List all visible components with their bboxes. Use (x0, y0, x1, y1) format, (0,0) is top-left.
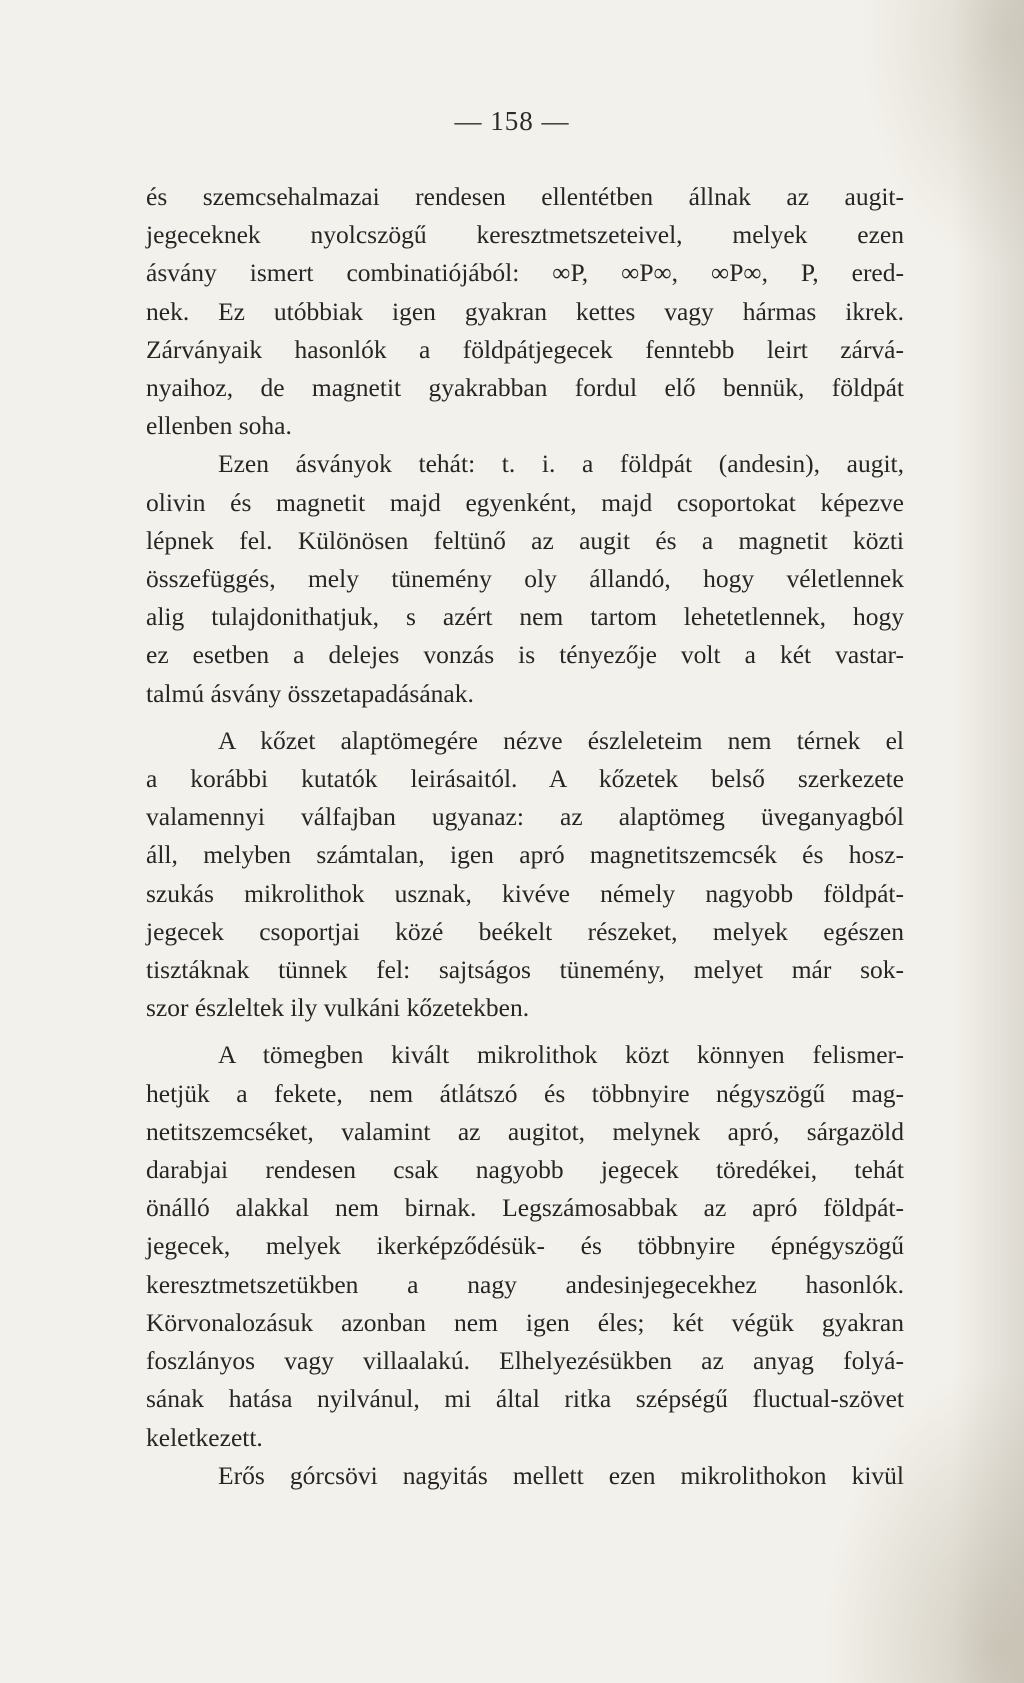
paragraph-4 (146, 1036, 904, 1456)
text-line: Zárványaik hasonlók a földpátjegecek fenntebb leirt zárvá- (146, 334, 904, 364)
text-line: jegecek, melyek ikerképződésük- és többnyire épnégyszögű (146, 1231, 904, 1261)
paragraph-1 (146, 178, 904, 445)
body-text (146, 178, 904, 1495)
text-line: olivin és magnetit majd egyenként, majd csoportokat képezve (146, 487, 904, 517)
text-line: ez esetben a delejes vonzás is tényezője volt a két vastar- (146, 640, 904, 670)
paragraph-3 (146, 722, 904, 1028)
text-line: szor észleltek ily vulkáni kőzetekben. (146, 993, 530, 1023)
text-line: ellenben soha. (146, 411, 292, 441)
paragraph-2 (146, 445, 904, 712)
text-line: valamennyi válfajban ugyanaz: az alaptömeg üveganyagból (146, 802, 904, 832)
text-line: nyaihoz, de magnetit gyakrabban fordul elő bennük, földpát (146, 373, 904, 403)
text-line: Körvonalozásuk azonban nem igen éles; két végük gyakran (146, 1307, 904, 1337)
text-line: Ezen ásványok tehát: t. i. a földpát (andesin), augit, (218, 449, 904, 479)
text-line: nek. Ez utóbbiak igen gyakran kettes vagy hármas ikrek. (146, 296, 904, 326)
text-line: hetjük a fekete, nem átlátszó és többnyire négyszögű mag- (146, 1078, 904, 1108)
text-line: netitszemcséket, valamint az augitot, melynek apró, sárgazöld (146, 1116, 904, 1146)
text-line: keletkezett. (146, 1422, 263, 1452)
text-line: szukás mikrolithok usznak, kivéve némely nagyobb földpát- (146, 878, 904, 908)
text-line: lépnek fel. Különösen feltünő az augit és a magnetit közti (146, 525, 904, 555)
text-line: A tömegben kivált mikrolithok közt könnyen felismer- (218, 1040, 904, 1070)
text-line: ásvány ismert combinatiójából: ∞P, ∞P∞, ∞P∞, P, ered- (146, 258, 904, 288)
text-line: foszlányos vagy villaalakú. Elhelyezésükben az anyag folyá- (146, 1346, 904, 1376)
text-line: sának hatása nyilvánul, mi által ritka szépségű fluctual-szövet (146, 1384, 904, 1414)
text-line: darabjai rendesen csak nagyobb jegecek töredékei, tehát (146, 1155, 904, 1185)
text-line: jegecek csoportjai közé beékelt részeket, melyek egészen (146, 916, 904, 946)
text-line: összefüggés, mely tünemény oly állandó, hogy véletlennek (146, 564, 904, 594)
page-number: — 158 — (454, 106, 570, 136)
text-line: Erős górcsövi nagyitás mellett ezen mikrolithokon kivül (218, 1460, 904, 1490)
text-line: alig tulajdonithatjuk, s azért nem tartom lehetetlennek, hogy (146, 602, 904, 632)
text-line: és szemcsehalmazai rendesen ellentétben állnak az augit- (146, 182, 904, 211)
text-line: A kőzet alaptömegére nézve észleleteim nem térnek el (218, 725, 904, 755)
text-line: talmú ásvány összetapadásának. (146, 678, 474, 708)
text-line: jegeceknek nyolcszögű keresztmetszeteivel, melyek ezen (146, 220, 904, 250)
text-line: áll, melyben számtalan, igen apró magnetitszemcsék és hosz- (146, 840, 904, 870)
text-line: a korábbi kutatók leirásaitól. A kőzetek belső szerkezete (146, 764, 904, 794)
text-line: tisztáknak tünnek fel: sajtságos tünemény, melyet már sok- (146, 955, 904, 985)
text-line: önálló alakkal nem birnak. Legszámosabbak az apró földpát- (146, 1193, 904, 1223)
paragraph-5 (146, 1457, 904, 1495)
text-line: keresztmetszetükben a nagy andesinjegecekhez hasonlók. (146, 1269, 904, 1299)
